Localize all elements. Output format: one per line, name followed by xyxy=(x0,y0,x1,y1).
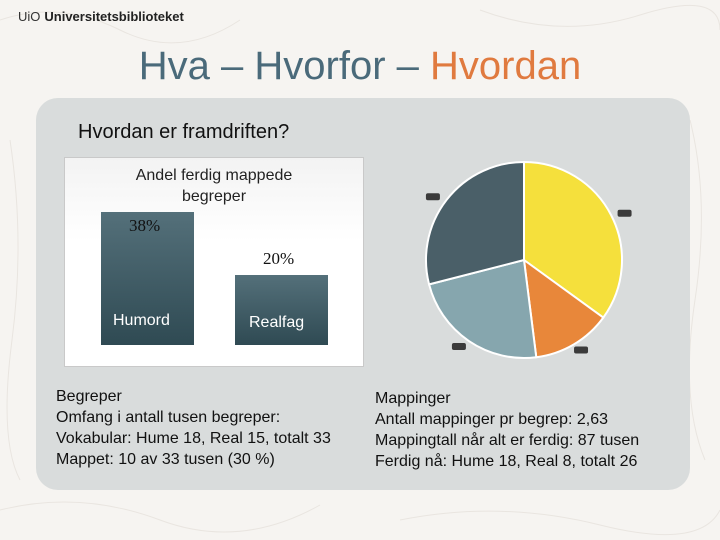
pie-slice-tag xyxy=(426,193,440,200)
bar-chart-title: Andel ferdig mappede begreper xyxy=(135,167,293,205)
institution-logo xyxy=(18,9,184,24)
right-line-2: Mappingtall når alt er ferdig: 87 tusen xyxy=(375,432,640,449)
section-subtitle: Hvordan er framdriften? xyxy=(78,121,290,143)
bar-value-label: 20% xyxy=(263,249,295,268)
pie-chart xyxy=(400,150,640,372)
logo-name: Universitetsbiblioteket xyxy=(44,9,184,24)
left-line-2: Vokabular: Hume 18, Real 15, totalt 33 xyxy=(56,430,331,447)
left-line-1: Omfang i antall tusen begreper: xyxy=(56,409,281,426)
left-line-3: Mappet: 10 av 33 tusen (30 %) xyxy=(56,451,275,468)
logo-short: UiO xyxy=(18,9,41,24)
pie-slice-tag xyxy=(618,210,632,217)
left-column xyxy=(56,386,331,470)
pie-slice-tag xyxy=(574,347,588,354)
title-part-1: Hva – Hvorfor – xyxy=(138,44,430,88)
bar-chart xyxy=(64,157,364,367)
slide-title xyxy=(0,44,720,89)
left-heading: Begreper xyxy=(56,388,122,405)
bar-realfag xyxy=(235,275,328,345)
bar-category-label: Realfag xyxy=(249,314,305,331)
pie-slice-tag xyxy=(452,343,466,350)
bar-category-label: Humord xyxy=(113,312,170,329)
right-heading: Mappinger xyxy=(375,390,451,407)
bar-value-label: 38% xyxy=(129,216,161,235)
right-line-3: Ferdig nå: Hume 18, Real 8, totalt 26 xyxy=(375,453,638,470)
pie-chart-svg xyxy=(400,150,640,372)
right-column xyxy=(375,388,639,472)
right-line-1: Antall mappinger pr begrep: 2,63 xyxy=(375,411,609,428)
title-part-2: Hvordan xyxy=(430,44,582,88)
